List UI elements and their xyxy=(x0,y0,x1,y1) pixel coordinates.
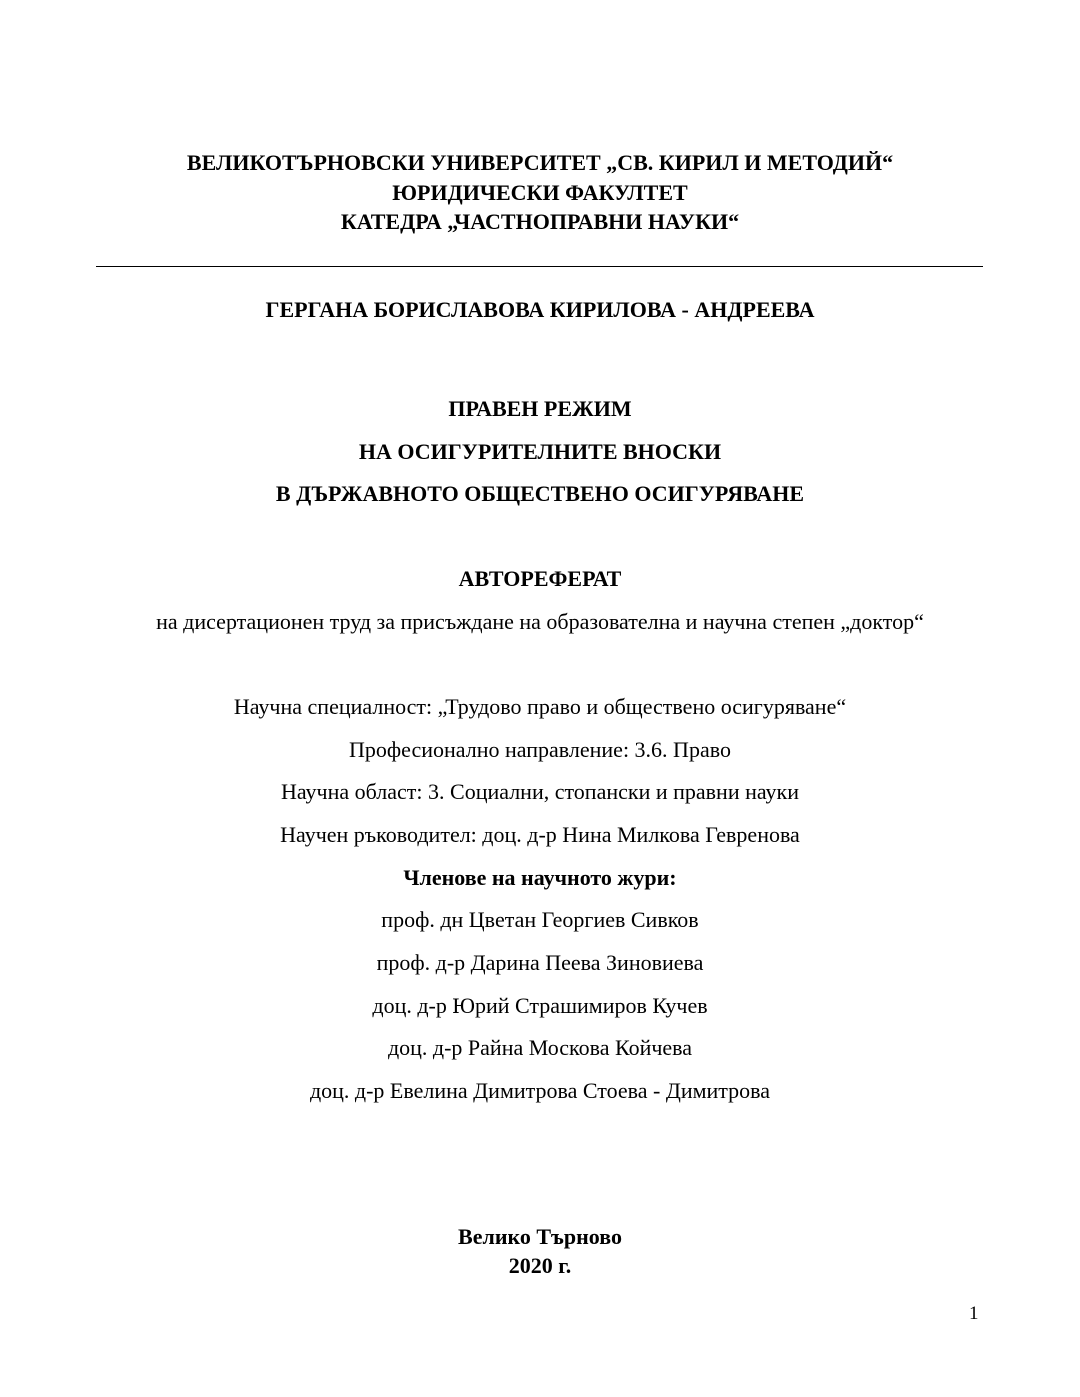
abstract-heading: АВТОРЕФЕРАТ xyxy=(458,566,622,591)
jury-member: доц. д-р Юрий Страшимиров Кучев xyxy=(372,993,708,1018)
title-line-1: ПРАВЕН РЕЖИМ xyxy=(448,396,632,421)
footer-city: Велико Търново xyxy=(458,1224,622,1249)
professional-direction: Професионално направление: 3.6. Право xyxy=(349,737,731,762)
university-name: ВЕЛИКОТЪРНОВСКИ УНИВЕРСИТЕТ „СВ. КИРИЛ И МЕТОДИЙ“ xyxy=(186,150,894,175)
scientific-supervisor: Научен ръководител: доц. д-р Нина Милкова Гевренова xyxy=(280,822,800,847)
jury-member: проф. д-р Дарина Пеева Зиновиева xyxy=(376,950,704,975)
title-line-3: В ДЪРЖАВНОТО ОБЩЕСТВЕНО ОСИГУРЯВАНЕ xyxy=(275,481,805,506)
author-name: ГЕРГАНА БОРИСЛАВОВА КИРИЛОВА - АНДРЕЕВА xyxy=(265,297,815,322)
page-number: 1 xyxy=(969,1303,979,1324)
jury-member: проф. дн Цветан Георгиев Сивков xyxy=(381,907,699,932)
jury-heading: Членове на научното жури: xyxy=(403,865,677,890)
abstract-subtitle: на дисертационен труд за присъждане на образователна и научна степен „доктор“ xyxy=(156,609,924,634)
title-line-2: НА ОСИГУРИТЕЛНИТЕ ВНОСКИ xyxy=(358,439,722,464)
footer-year: 2020 г. xyxy=(508,1253,572,1278)
jury-member: доц. д-р Евелина Димитрова Стоева - Димитрова xyxy=(309,1078,771,1103)
faculty-name: ЮРИДИЧЕСКИ ФАКУЛТЕТ xyxy=(392,180,688,205)
department-name: КАТЕДРА „ЧАСТНОПРАВНИ НАУКИ“ xyxy=(340,209,740,234)
header-divider xyxy=(96,266,983,267)
jury-member: доц. д-р Райна Москова Койчева xyxy=(387,1035,693,1060)
scientific-specialty: Научна специалност: „Трудово право и обществено осигуряване“ xyxy=(233,694,847,719)
scientific-field: Научна област: 3. Социални, стопански и правни науки xyxy=(281,779,799,804)
